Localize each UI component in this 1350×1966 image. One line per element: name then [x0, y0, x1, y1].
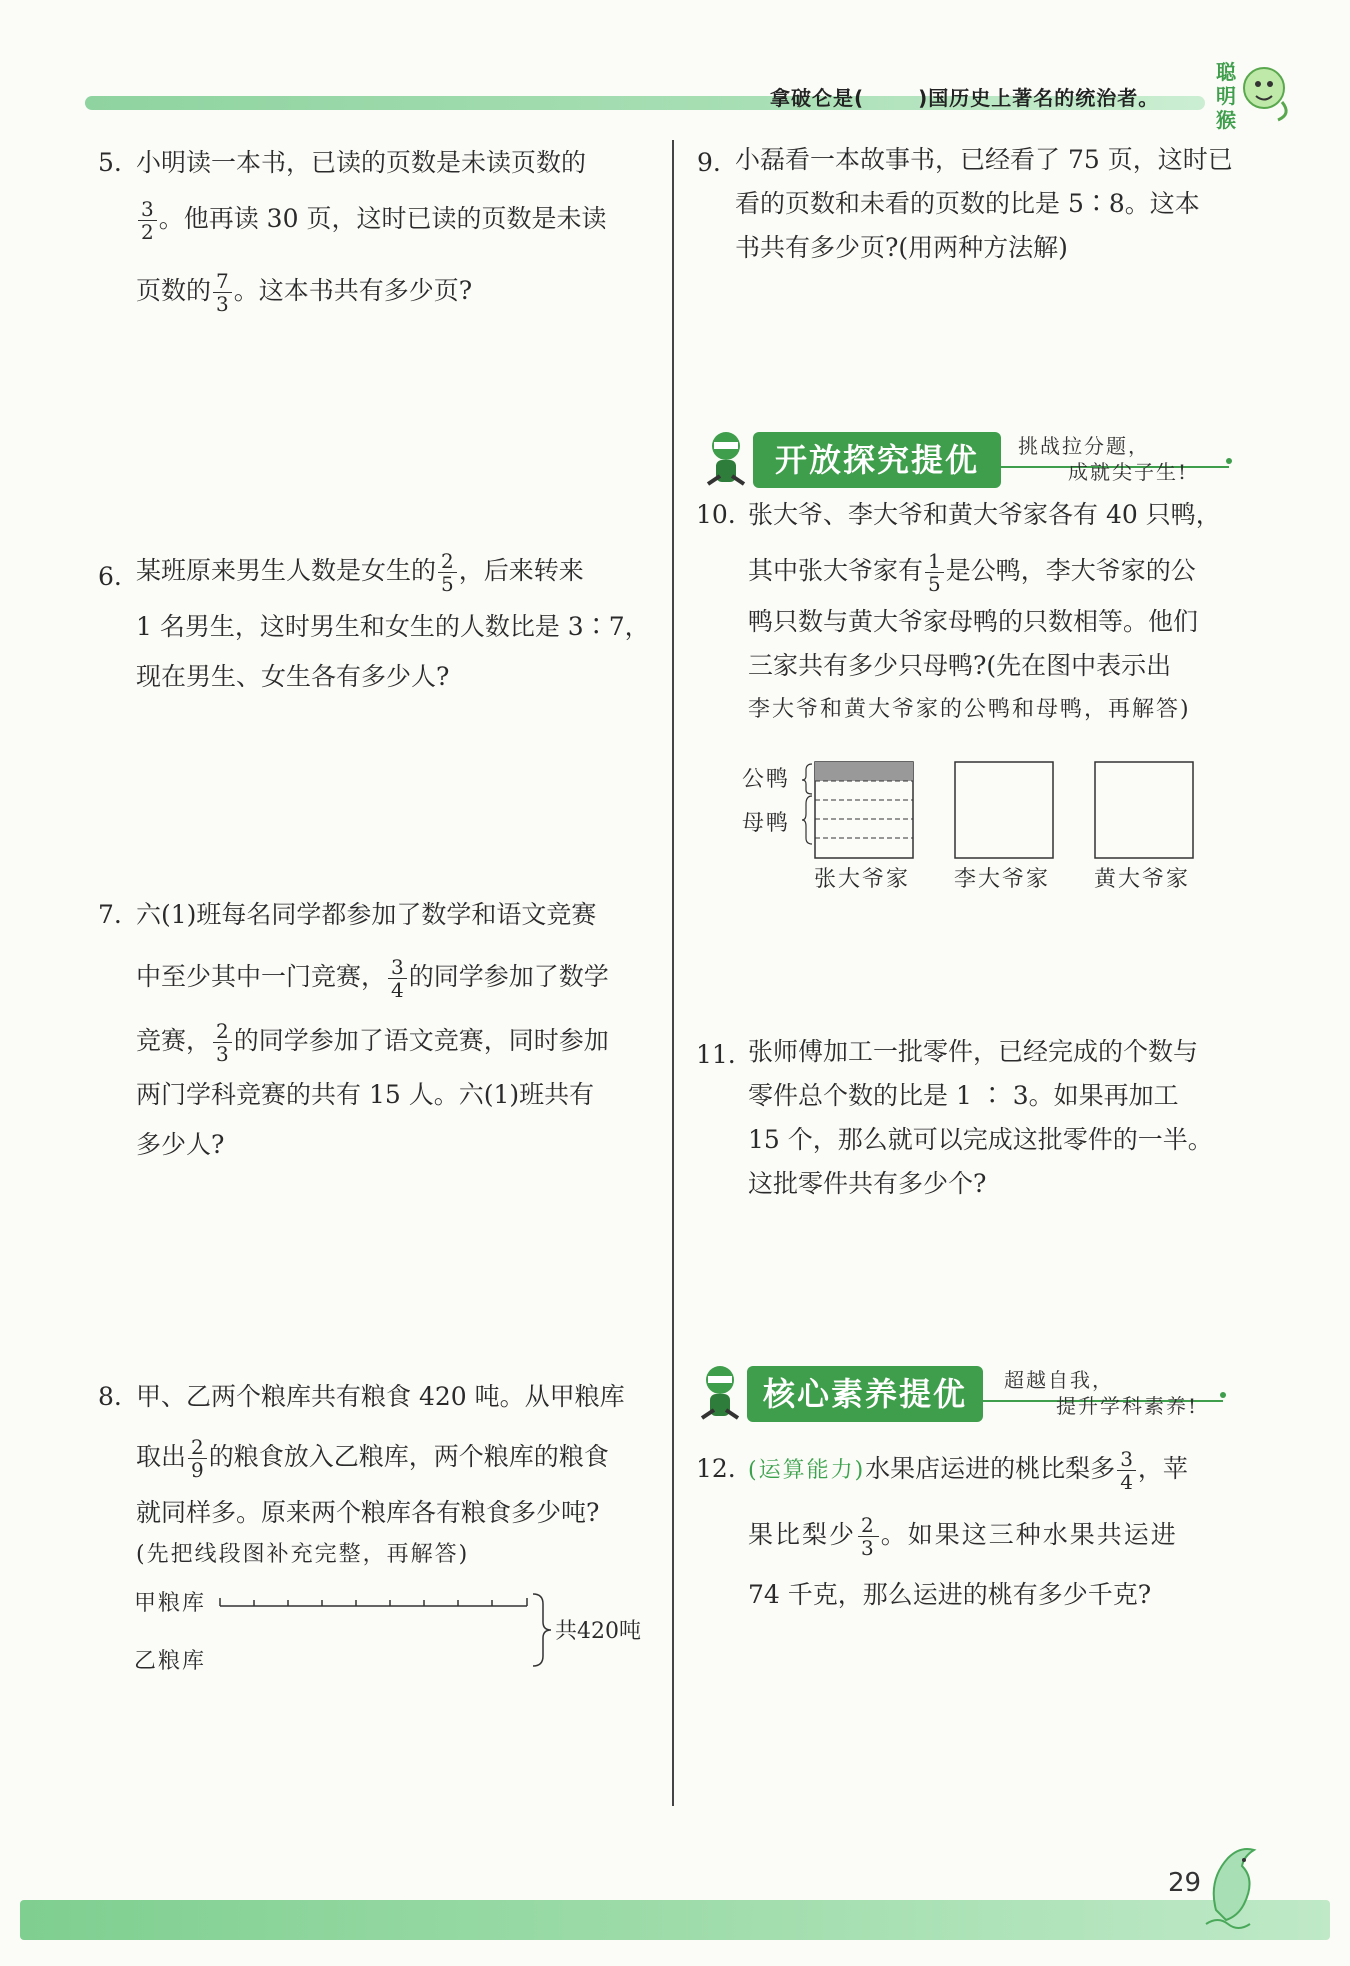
banner-dot	[1226, 458, 1232, 464]
box-label-zhang: 张大爷家	[814, 867, 911, 892]
granary-a-segment	[220, 1598, 527, 1606]
question-number: 8.	[98, 1382, 122, 1411]
question-line: 74 千克，那么运进的桃有多少千克?	[748, 1580, 1152, 1609]
banner-slogan-1: 挑战拉分题，	[1018, 434, 1150, 458]
banner-slogan-2: 提升学科素养!	[1056, 1394, 1199, 1418]
huang-box	[1095, 762, 1193, 858]
question-line: 就同样多。原来两个粮库各有粮食多少吨?	[136, 1498, 600, 1527]
question-12	[696, 1444, 1258, 1620]
question-number: 5.	[98, 148, 122, 177]
question-line: 小磊看一本故事书，已经看了 75 页，这时已	[735, 145, 1233, 174]
brace-male	[802, 764, 812, 794]
header-quiz	[770, 82, 1159, 111]
fraction: $\frac{3}{2}$	[138, 198, 157, 243]
box-label-li: 李大爷家	[954, 867, 1051, 892]
fraction: $\frac{2}{3}$	[213, 1020, 232, 1065]
question-6	[98, 546, 656, 702]
page-number: 29	[1168, 1868, 1202, 1898]
ninja-mascot-icon	[698, 424, 754, 494]
question-line: 零件总个数的比是 1 ∶ 3。如果再加工	[748, 1081, 1179, 1110]
question-number: 10.	[696, 500, 736, 529]
banner-slogan-2: 成就尖子生!	[1068, 460, 1189, 484]
question-line: 其中张大爷家有 $\frac{1}{5}$ 是公鸭，李大爷家的公	[748, 549, 1196, 596]
fraction: $\frac{7}{3}$	[213, 270, 232, 315]
question-line: 小明读一本书，已读的页数是未读页数的	[136, 148, 587, 177]
li-box	[955, 762, 1053, 858]
duck-box-diagram	[800, 758, 1200, 862]
mascot-label: 聪明猴	[1216, 60, 1236, 132]
footer-bar	[20, 1900, 1330, 1940]
question-line: 张师傅加工一批零件，已经完成的个数与	[748, 1037, 1199, 1066]
question-line: 书共有多少页?(用两种方法解)	[735, 233, 1068, 262]
question-line: (运算能力)水果店运进的桃比梨多 $\frac{3}{4}$ ，苹	[748, 1447, 1188, 1494]
fraction: $\frac{2}{3}$	[858, 1514, 879, 1559]
fraction: $\frac{3}{4}$	[388, 956, 407, 1001]
granary-a-label: 甲粮库	[134, 1591, 207, 1616]
question-10	[696, 490, 1258, 732]
question-line: 果比梨少 $\frac{2}{3}$ 。如果这三种水果共运进	[748, 1513, 1178, 1560]
question-line: 多少人?	[136, 1130, 225, 1159]
question-line: 李大爷和黄大爷家的公鸭和母鸭，再解答)	[748, 697, 1191, 722]
fraction: $\frac{2}{9}$	[188, 1436, 207, 1481]
question-number: 11.	[696, 1040, 736, 1069]
question-line: 看的页数和未看的页数的比是 5∶8。这本	[735, 189, 1200, 218]
question-number: 9.	[697, 148, 721, 177]
question-line: 六(1)班每名同学都参加了数学和语文竞赛	[136, 900, 597, 929]
banner-dot	[1220, 1392, 1226, 1398]
question-line: 这批零件共有多少个?	[748, 1169, 987, 1198]
question-9	[697, 138, 1255, 270]
total-label: 共420吨	[555, 1619, 641, 1644]
question-line: 页数的 $\frac{7}{3}$ 。这本书共有多少页?	[136, 269, 473, 316]
question-line: 1 名男生，这时男生和女生的人数比是 3∶7，	[136, 612, 650, 641]
banner-slogan-1: 超越自我，	[1004, 1368, 1114, 1392]
banner-title: 核心素养提优	[747, 1366, 983, 1422]
question-line: 中至少其中一门竞赛， $\frac{3}{4}$ 的同学参加了数学	[136, 955, 609, 1002]
brace-female	[802, 796, 812, 844]
fraction: $\frac{2}{5}$	[438, 550, 457, 595]
granary-b-label: 乙粮库	[134, 1649, 207, 1674]
question-number: 7.	[98, 900, 122, 929]
male-duck-label: 公鸭	[742, 767, 791, 792]
fraction: $\frac{1}{5}$	[925, 550, 944, 595]
granary-line-diagram	[215, 1590, 565, 1670]
question-line: 甲、乙两个粮库共有粮食 420 吨。从甲粮库	[136, 1382, 625, 1411]
banner-title: 开放探究提优	[753, 432, 1001, 488]
question-11	[696, 1030, 1258, 1206]
header-text-before: 拿破仑是(	[770, 86, 865, 110]
question-note: (先把线段图补充完整，再解答)	[136, 1542, 470, 1567]
question-line: 鸭只数与黄大爷家母鸭的只数相等。他们	[748, 607, 1199, 636]
question-5	[98, 138, 656, 316]
dolphin-icon	[1198, 1840, 1268, 1930]
question-line: 三家共有多少只母鸭?(先在图中表示出	[748, 651, 1172, 680]
box-label-huang: 黄大爷家	[1094, 867, 1191, 892]
ninja-mascot-icon	[692, 1358, 748, 1428]
fraction: $\frac{3}{4}$	[1117, 1448, 1136, 1493]
skill-tag: (运算能力)	[748, 1458, 866, 1483]
question-line: 竞赛， $\frac{2}{3}$ 的同学参加了语文竞赛，同时参加	[136, 1019, 609, 1066]
banner-open-exploration	[698, 432, 1238, 492]
banner-core-literacy	[692, 1366, 1232, 1426]
question-number: 6.	[98, 562, 122, 591]
question-line: 现在男生、女生各有多少人?	[136, 662, 450, 691]
total-brace	[533, 1594, 551, 1666]
question-line: 某班原来男生人数是女生的 $\frac{2}{5}$ ，后来转来	[136, 549, 584, 596]
question-line: 取出 $\frac{2}{9}$ 的粮食放入乙粮库，两个粮库的粮食	[136, 1435, 609, 1482]
question-line: $\frac{3}{2}$ 。他再读 30 页，这时已读的页数是未读	[136, 194, 656, 244]
question-line: 张大爷、李大爷和黄大爷家各有 40 只鸭，	[748, 500, 1221, 529]
question-7	[98, 890, 656, 1170]
zhang-box	[815, 762, 913, 858]
question-8	[98, 1372, 656, 1572]
question-number: 12.	[696, 1454, 736, 1483]
question-line: 15 个，那么就可以完成这批零件的一半。	[748, 1125, 1213, 1154]
female-duck-label: 母鸭	[742, 811, 791, 836]
header-text-after: )国历史上著名的统治者。	[918, 86, 1160, 110]
column-divider	[672, 140, 674, 1806]
question-line: 两门学科竞赛的共有 15 人。六(1)班共有	[136, 1080, 595, 1109]
